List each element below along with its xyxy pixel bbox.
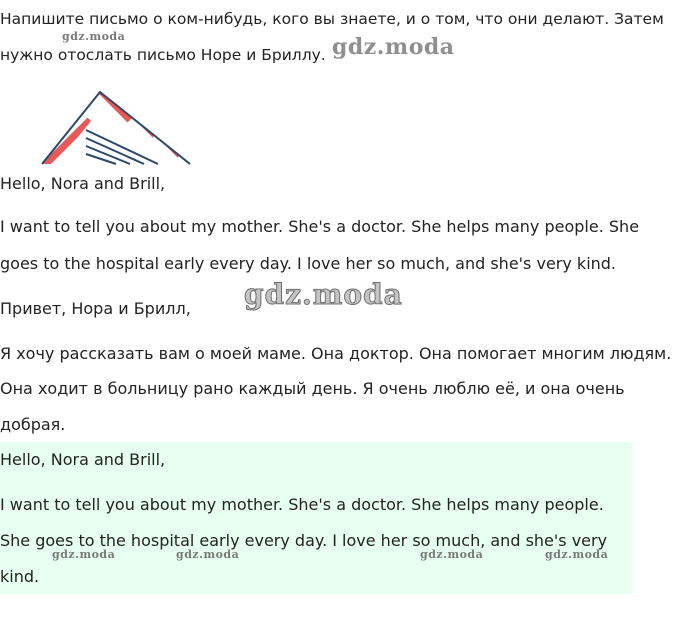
translation-line-3: добрая. xyxy=(0,415,66,434)
watermark: gdz.moda xyxy=(545,548,609,561)
translation-greeting: Привет, Нора и Брилл, xyxy=(0,299,191,318)
answer-greeting: Hello, Nora and Brill, xyxy=(0,450,166,469)
answer-line-3: kind. xyxy=(0,567,40,586)
answer-line-2: She goes to the hospital early every day. I love her so much, and she's very xyxy=(0,531,608,550)
watermark: gdz.moda xyxy=(244,278,403,311)
task-line-1: Напишите письмо о ком-нибудь, кого вы знаете, и о том, что они делают. Затем xyxy=(0,10,664,28)
translation-line-1: Я хочу рассказать вам о моей маме. Она доктор. Она помогает многим людям. xyxy=(0,344,672,363)
answer-line-1: I want to tell you about my mother. She's a doctor. She helps many people. xyxy=(0,495,604,514)
airmail-envelope-icon xyxy=(40,90,192,166)
letter-greeting: Hello, Nora and Brill, xyxy=(0,174,166,193)
task-line-2: нужно отослать письмо Норе и Бриллу. xyxy=(0,46,326,64)
watermark: gdz.moda xyxy=(176,548,240,561)
letter-line-1: I want to tell you about my mother. She's a doctor. She helps many people. She xyxy=(0,217,640,236)
translation-line-2: Она ходит в больницу рано каждый день. Я очень люблю её, и она очень xyxy=(0,379,625,398)
watermark: gdz.moda xyxy=(52,548,116,561)
letter-line-2: goes to the hospital early every day. I love her so much, and she's very kind. xyxy=(0,254,617,273)
watermark: gdz.moda xyxy=(420,548,484,561)
watermark: gdz.moda xyxy=(62,30,126,43)
watermark: gdz.moda xyxy=(332,34,455,60)
